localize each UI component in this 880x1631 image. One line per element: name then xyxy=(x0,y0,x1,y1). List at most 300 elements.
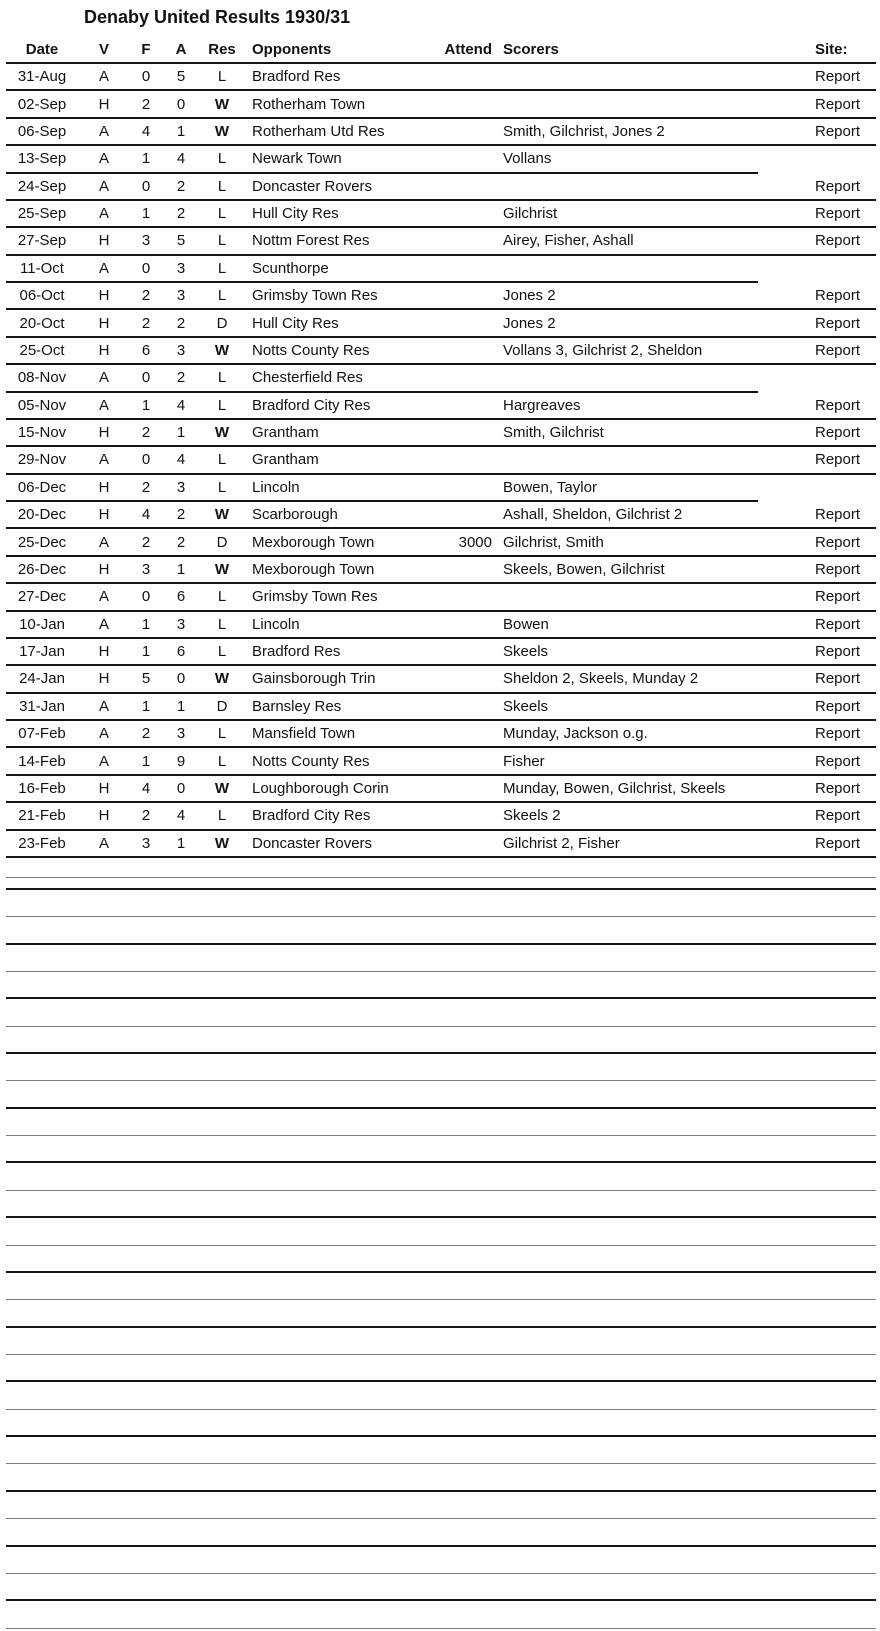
cell-site xyxy=(758,228,876,255)
cell-opponents: Scarborough xyxy=(244,502,434,529)
cell-result: L xyxy=(200,748,244,775)
cell-goals-against: 4 xyxy=(162,803,200,830)
cell-goals-against: 0 xyxy=(162,776,200,803)
cell-venue: A xyxy=(78,612,130,639)
cell-date: 17-Jan xyxy=(6,639,78,666)
cell-result: L xyxy=(200,365,244,392)
cell-result: L xyxy=(200,283,244,310)
cell-venue: H xyxy=(78,557,130,584)
report-link[interactable]: Report xyxy=(815,834,861,852)
cell-goals-for: 2 xyxy=(130,475,162,502)
report-link[interactable]: Report xyxy=(815,752,861,770)
cell-attendance xyxy=(434,228,492,255)
col-header-opponents: Opponents xyxy=(244,37,434,64)
cell-opponents: Rotherham Utd Res xyxy=(244,119,434,146)
table-row xyxy=(6,694,876,721)
empty-table-row xyxy=(6,1382,876,1409)
empty-rows-section xyxy=(6,858,876,1629)
cell-result: W xyxy=(200,420,244,447)
cell-venue: A xyxy=(78,694,130,721)
table-row xyxy=(6,310,876,337)
report-link[interactable]: Report xyxy=(815,643,861,661)
cell-attendance xyxy=(434,831,492,858)
report-link[interactable]: Report xyxy=(815,205,861,223)
cell-date: 11-Oct xyxy=(6,256,78,283)
empty-table-row xyxy=(6,972,876,999)
cell-goals-for: 1 xyxy=(130,639,162,666)
empty-table-row xyxy=(6,1547,876,1574)
empty-table-row xyxy=(6,1191,876,1218)
table-row xyxy=(6,64,876,91)
cell-goals-against: 6 xyxy=(162,639,200,666)
cell-result: L xyxy=(200,584,244,611)
cell-result: L xyxy=(200,475,244,502)
cell-scorers xyxy=(492,64,758,91)
cell-site xyxy=(758,803,876,830)
cell-opponents: Mexborough Town xyxy=(244,529,434,556)
cell-date: 05-Nov xyxy=(6,393,78,420)
cell-opponents: Lincoln xyxy=(244,475,434,502)
cell-opponents: Loughborough Corin xyxy=(244,776,434,803)
cell-goals-against: 0 xyxy=(162,666,200,693)
cell-goals-against: 1 xyxy=(162,831,200,858)
report-link[interactable]: Report xyxy=(815,122,861,140)
cell-goals-for: 2 xyxy=(130,283,162,310)
cell-goals-for: 0 xyxy=(130,584,162,611)
col-header-goals-against: A xyxy=(162,37,200,64)
col-header-goals-for: F xyxy=(130,37,162,64)
cell-scorers: Gilchrist xyxy=(492,201,758,228)
cell-goals-against: 3 xyxy=(162,338,200,365)
empty-table-row xyxy=(6,1355,876,1382)
cell-site xyxy=(758,776,876,803)
cell-attendance xyxy=(434,612,492,639)
cell-venue: H xyxy=(78,283,130,310)
cell-opponents: Hull City Res xyxy=(244,201,434,228)
report-link[interactable]: Report xyxy=(815,68,861,86)
table-row xyxy=(6,338,876,365)
cell-site xyxy=(758,393,876,420)
cell-opponents: Grimsby Town Res xyxy=(244,283,434,310)
cell-attendance xyxy=(434,64,492,91)
report-link[interactable]: Report xyxy=(815,779,861,797)
cell-site xyxy=(758,420,876,447)
cell-goals-for: 0 xyxy=(130,174,162,201)
table-row xyxy=(6,721,876,748)
cell-goals-for: 2 xyxy=(130,91,162,118)
cell-attendance xyxy=(434,639,492,666)
cell-goals-against: 0 xyxy=(162,91,200,118)
cell-goals-for: 2 xyxy=(130,310,162,337)
results-rows xyxy=(6,64,876,858)
empty-table-row xyxy=(6,1027,876,1054)
cell-date: 25-Sep xyxy=(6,201,78,228)
cell-goals-for: 1 xyxy=(130,146,162,173)
cell-scorers: Ashall, Sheldon, Gilchrist 2 xyxy=(492,502,758,529)
cell-venue: A xyxy=(78,831,130,858)
cell-attendance xyxy=(434,420,492,447)
cell-site xyxy=(758,338,876,365)
cell-site xyxy=(758,502,876,529)
cell-opponents: Chesterfield Res xyxy=(244,365,434,392)
cell-scorers: Jones 2 xyxy=(492,310,758,337)
cell-goals-for: 1 xyxy=(130,748,162,775)
report-link[interactable]: Report xyxy=(815,314,861,332)
table-row xyxy=(6,748,876,775)
cell-goals-against: 4 xyxy=(162,393,200,420)
cell-goals-for: 3 xyxy=(130,557,162,584)
cell-attendance xyxy=(434,475,492,502)
cell-date: 31-Aug xyxy=(6,64,78,91)
empty-table-row xyxy=(6,1464,876,1491)
cell-result: L xyxy=(200,228,244,255)
cell-result: W xyxy=(200,831,244,858)
cell-result: L xyxy=(200,201,244,228)
report-link[interactable]: Report xyxy=(815,424,861,442)
cell-goals-for: 5 xyxy=(130,666,162,693)
table-row xyxy=(6,393,876,420)
cell-opponents: Lincoln xyxy=(244,612,434,639)
empty-table-row xyxy=(6,945,876,972)
cell-attendance xyxy=(434,91,492,118)
table-row xyxy=(6,174,876,201)
table-row xyxy=(6,612,876,639)
cell-result: L xyxy=(200,174,244,201)
cell-site xyxy=(758,91,876,118)
cell-opponents: Hull City Res xyxy=(244,310,434,337)
cell-goals-against: 1 xyxy=(162,420,200,447)
cell-opponents: Notts County Res xyxy=(244,338,434,365)
cell-attendance xyxy=(434,174,492,201)
cell-venue: A xyxy=(78,174,130,201)
cell-attendance xyxy=(434,502,492,529)
cell-date: 27-Dec xyxy=(6,584,78,611)
cell-goals-against: 1 xyxy=(162,694,200,721)
cell-site xyxy=(758,666,876,693)
cell-goals-for: 2 xyxy=(130,721,162,748)
cell-goals-against: 2 xyxy=(162,310,200,337)
report-link[interactable]: Report xyxy=(815,287,861,305)
empty-table-row xyxy=(6,1437,876,1464)
report-link[interactable]: Report xyxy=(815,533,861,551)
cell-result: W xyxy=(200,776,244,803)
cell-opponents: Bradford Res xyxy=(244,639,434,666)
cell-date: 14-Feb xyxy=(6,748,78,775)
table-row xyxy=(6,119,876,146)
cell-date: 21-Feb xyxy=(6,803,78,830)
cell-site xyxy=(758,721,876,748)
cell-opponents: Gainsborough Trin xyxy=(244,666,434,693)
cell-result: W xyxy=(200,666,244,693)
cell-scorers xyxy=(492,174,758,201)
cell-result: L xyxy=(200,146,244,173)
cell-attendance xyxy=(434,310,492,337)
cell-attendance xyxy=(434,776,492,803)
cell-result: L xyxy=(200,803,244,830)
cell-date: 06-Oct xyxy=(6,283,78,310)
cell-scorers: Skeels, Bowen, Gilchrist xyxy=(492,557,758,584)
table-row xyxy=(6,256,876,283)
cell-scorers: Bowen, Taylor xyxy=(492,475,758,502)
cell-date: 24-Jan xyxy=(6,666,78,693)
cell-goals-for: 1 xyxy=(130,694,162,721)
report-link[interactable]: Report xyxy=(815,560,861,578)
cell-venue: H xyxy=(78,91,130,118)
empty-table-row xyxy=(6,1218,876,1245)
cell-site xyxy=(758,256,876,283)
cell-site xyxy=(758,475,876,502)
empty-table-row xyxy=(6,1273,876,1300)
cell-site xyxy=(758,119,876,146)
cell-goals-against: 5 xyxy=(162,228,200,255)
report-link[interactable]: Report xyxy=(815,588,861,606)
cell-goals-against: 5 xyxy=(162,64,200,91)
cell-venue: H xyxy=(78,639,130,666)
report-link[interactable]: Report xyxy=(815,451,861,469)
cell-result: L xyxy=(200,256,244,283)
cell-scorers: Munday, Bowen, Gilchrist, Skeels xyxy=(492,776,758,803)
cell-site xyxy=(758,584,876,611)
cell-scorers: Smith, Gilchrist, Jones 2 xyxy=(492,119,758,146)
table-row xyxy=(6,420,876,447)
cell-attendance xyxy=(434,447,492,474)
cell-venue: A xyxy=(78,584,130,611)
cell-venue: A xyxy=(78,748,130,775)
report-link[interactable]: Report xyxy=(815,341,861,359)
cell-scorers: Munday, Jackson o.g. xyxy=(492,721,758,748)
empty-table-row xyxy=(6,1081,876,1108)
cell-result: L xyxy=(200,393,244,420)
cell-date: 10-Jan xyxy=(6,612,78,639)
cell-site xyxy=(758,447,876,474)
cell-goals-for: 3 xyxy=(130,831,162,858)
cell-site xyxy=(758,557,876,584)
cell-goals-against: 3 xyxy=(162,283,200,310)
cell-opponents: Newark Town xyxy=(244,146,434,173)
cell-venue: A xyxy=(78,146,130,173)
cell-attendance xyxy=(434,256,492,283)
cell-opponents: Mexborough Town xyxy=(244,557,434,584)
cell-scorers: Gilchrist, Smith xyxy=(492,529,758,556)
cell-goals-for: 6 xyxy=(130,338,162,365)
table-row xyxy=(6,146,876,173)
table-row xyxy=(6,529,876,556)
cell-site xyxy=(758,748,876,775)
cell-scorers xyxy=(492,447,758,474)
cell-venue: A xyxy=(78,447,130,474)
cell-date: 25-Dec xyxy=(6,529,78,556)
cell-date: 06-Dec xyxy=(6,475,78,502)
cell-scorers: Sheldon 2, Skeels, Munday 2 xyxy=(492,666,758,693)
cell-site xyxy=(758,310,876,337)
cell-scorers: Fisher xyxy=(492,748,758,775)
cell-attendance xyxy=(434,146,492,173)
cell-opponents: Grimsby Town Res xyxy=(244,584,434,611)
cell-result: D xyxy=(200,310,244,337)
cell-result: D xyxy=(200,529,244,556)
cell-date: 02-Sep xyxy=(6,91,78,118)
cell-date: 08-Nov xyxy=(6,365,78,392)
empty-table-row xyxy=(6,858,876,878)
cell-goals-for: 2 xyxy=(130,529,162,556)
cell-attendance xyxy=(434,201,492,228)
empty-table-row xyxy=(6,917,876,944)
report-link[interactable]: Report xyxy=(815,95,861,113)
table-row xyxy=(6,502,876,529)
cell-scorers xyxy=(492,584,758,611)
cell-scorers: Hargreaves xyxy=(492,393,758,420)
table-row xyxy=(6,831,876,858)
cell-attendance xyxy=(434,283,492,310)
cell-venue: H xyxy=(78,420,130,447)
empty-table-row xyxy=(6,1519,876,1546)
table-row xyxy=(6,365,876,392)
cell-venue: H xyxy=(78,338,130,365)
table-row xyxy=(6,803,876,830)
col-header-attendance: Attend xyxy=(434,37,492,64)
report-link[interactable]: Report xyxy=(815,177,861,195)
cell-goals-against: 2 xyxy=(162,174,200,201)
report-link[interactable]: Report xyxy=(815,615,861,633)
cell-goals-for: 1 xyxy=(130,201,162,228)
table-row xyxy=(6,557,876,584)
report-link[interactable]: Report xyxy=(815,697,861,715)
cell-venue: H xyxy=(78,310,130,337)
cell-result: D xyxy=(200,694,244,721)
report-link[interactable]: Report xyxy=(815,506,861,524)
cell-goals-against: 4 xyxy=(162,146,200,173)
table-header-row xyxy=(6,37,876,64)
cell-venue: H xyxy=(78,228,130,255)
cell-attendance xyxy=(434,119,492,146)
cell-scorers xyxy=(492,256,758,283)
cell-attendance xyxy=(434,803,492,830)
report-link[interactable]: Report xyxy=(815,670,861,688)
cell-venue: H xyxy=(78,475,130,502)
empty-table-row xyxy=(6,999,876,1026)
report-link[interactable]: Report xyxy=(815,807,861,825)
cell-site xyxy=(758,64,876,91)
cell-scorers: Jones 2 xyxy=(492,283,758,310)
cell-attendance xyxy=(434,338,492,365)
cell-scorers: Airey, Fisher, Ashall xyxy=(492,228,758,255)
empty-table-row xyxy=(6,878,876,890)
cell-goals-against: 3 xyxy=(162,256,200,283)
cell-site xyxy=(758,612,876,639)
cell-venue: H xyxy=(78,776,130,803)
cell-attendance: 3000 xyxy=(434,529,492,556)
cell-date: 06-Sep xyxy=(6,119,78,146)
col-header-result: Res xyxy=(200,37,244,64)
empty-table-row xyxy=(6,1054,876,1081)
cell-opponents: Bradford Res xyxy=(244,64,434,91)
cell-opponents: Grantham xyxy=(244,420,434,447)
cell-goals-for: 0 xyxy=(130,256,162,283)
empty-table-row xyxy=(6,1246,876,1273)
cell-goals-for: 3 xyxy=(130,228,162,255)
cell-date: 16-Feb xyxy=(6,776,78,803)
cell-opponents: Nottm Forest Res xyxy=(244,228,434,255)
table-row xyxy=(6,228,876,255)
table-row xyxy=(6,666,876,693)
cell-date: 31-Jan xyxy=(6,694,78,721)
empty-table-row xyxy=(6,1109,876,1136)
empty-table-row xyxy=(6,1574,876,1601)
cell-goals-against: 3 xyxy=(162,612,200,639)
cell-attendance xyxy=(434,365,492,392)
cell-opponents: Grantham xyxy=(244,447,434,474)
cell-goals-for: 4 xyxy=(130,119,162,146)
cell-attendance xyxy=(434,584,492,611)
cell-scorers: Gilchrist 2, Fisher xyxy=(492,831,758,858)
cell-attendance xyxy=(434,694,492,721)
cell-opponents: Scunthorpe xyxy=(244,256,434,283)
table-row xyxy=(6,475,876,502)
report-link[interactable]: Report xyxy=(815,725,861,743)
cell-goals-against: 2 xyxy=(162,365,200,392)
cell-attendance xyxy=(434,721,492,748)
cell-site xyxy=(758,694,876,721)
cell-opponents: Doncaster Rovers xyxy=(244,831,434,858)
cell-date: 24-Sep xyxy=(6,174,78,201)
cell-goals-for: 1 xyxy=(130,393,162,420)
cell-opponents: Barnsley Res xyxy=(244,694,434,721)
report-link[interactable]: Report xyxy=(815,396,861,414)
cell-scorers: Skeels xyxy=(492,639,758,666)
cell-site xyxy=(758,146,876,173)
cell-result: W xyxy=(200,119,244,146)
empty-table-row xyxy=(6,1136,876,1163)
empty-table-row xyxy=(6,1410,876,1437)
cell-scorers: Skeels 2 xyxy=(492,803,758,830)
table-row xyxy=(6,639,876,666)
cell-goals-for: 0 xyxy=(130,64,162,91)
cell-date: 20-Oct xyxy=(6,310,78,337)
cell-goals-against: 2 xyxy=(162,502,200,529)
cell-scorers: Skeels xyxy=(492,694,758,721)
cell-date: 15-Nov xyxy=(6,420,78,447)
page-title: Denaby United Results 1930/31 xyxy=(84,7,351,27)
cell-goals-against: 3 xyxy=(162,475,200,502)
cell-goals-for: 2 xyxy=(130,803,162,830)
table-row xyxy=(6,584,876,611)
cell-site xyxy=(758,365,876,392)
cell-venue: A xyxy=(78,119,130,146)
cell-goals-for: 0 xyxy=(130,365,162,392)
cell-goals-against: 2 xyxy=(162,529,200,556)
cell-date: 27-Sep xyxy=(6,228,78,255)
cell-site xyxy=(758,174,876,201)
cell-site xyxy=(758,639,876,666)
table-row xyxy=(6,776,876,803)
cell-result: L xyxy=(200,447,244,474)
report-link[interactable]: Report xyxy=(815,232,861,250)
cell-date: 23-Feb xyxy=(6,831,78,858)
results-table xyxy=(6,37,876,1629)
empty-table-row xyxy=(6,1492,876,1519)
cell-venue: A xyxy=(78,365,130,392)
empty-table-row xyxy=(6,1300,876,1327)
cell-goals-for: 4 xyxy=(130,502,162,529)
cell-opponents: Mansfield Town xyxy=(244,721,434,748)
cell-opponents: Rotherham Town xyxy=(244,91,434,118)
cell-opponents: Notts County Res xyxy=(244,748,434,775)
cell-scorers: Vollans xyxy=(492,146,758,173)
cell-scorers xyxy=(492,365,758,392)
table-row xyxy=(6,283,876,310)
cell-result: W xyxy=(200,502,244,529)
cell-date: 20-Dec xyxy=(6,502,78,529)
